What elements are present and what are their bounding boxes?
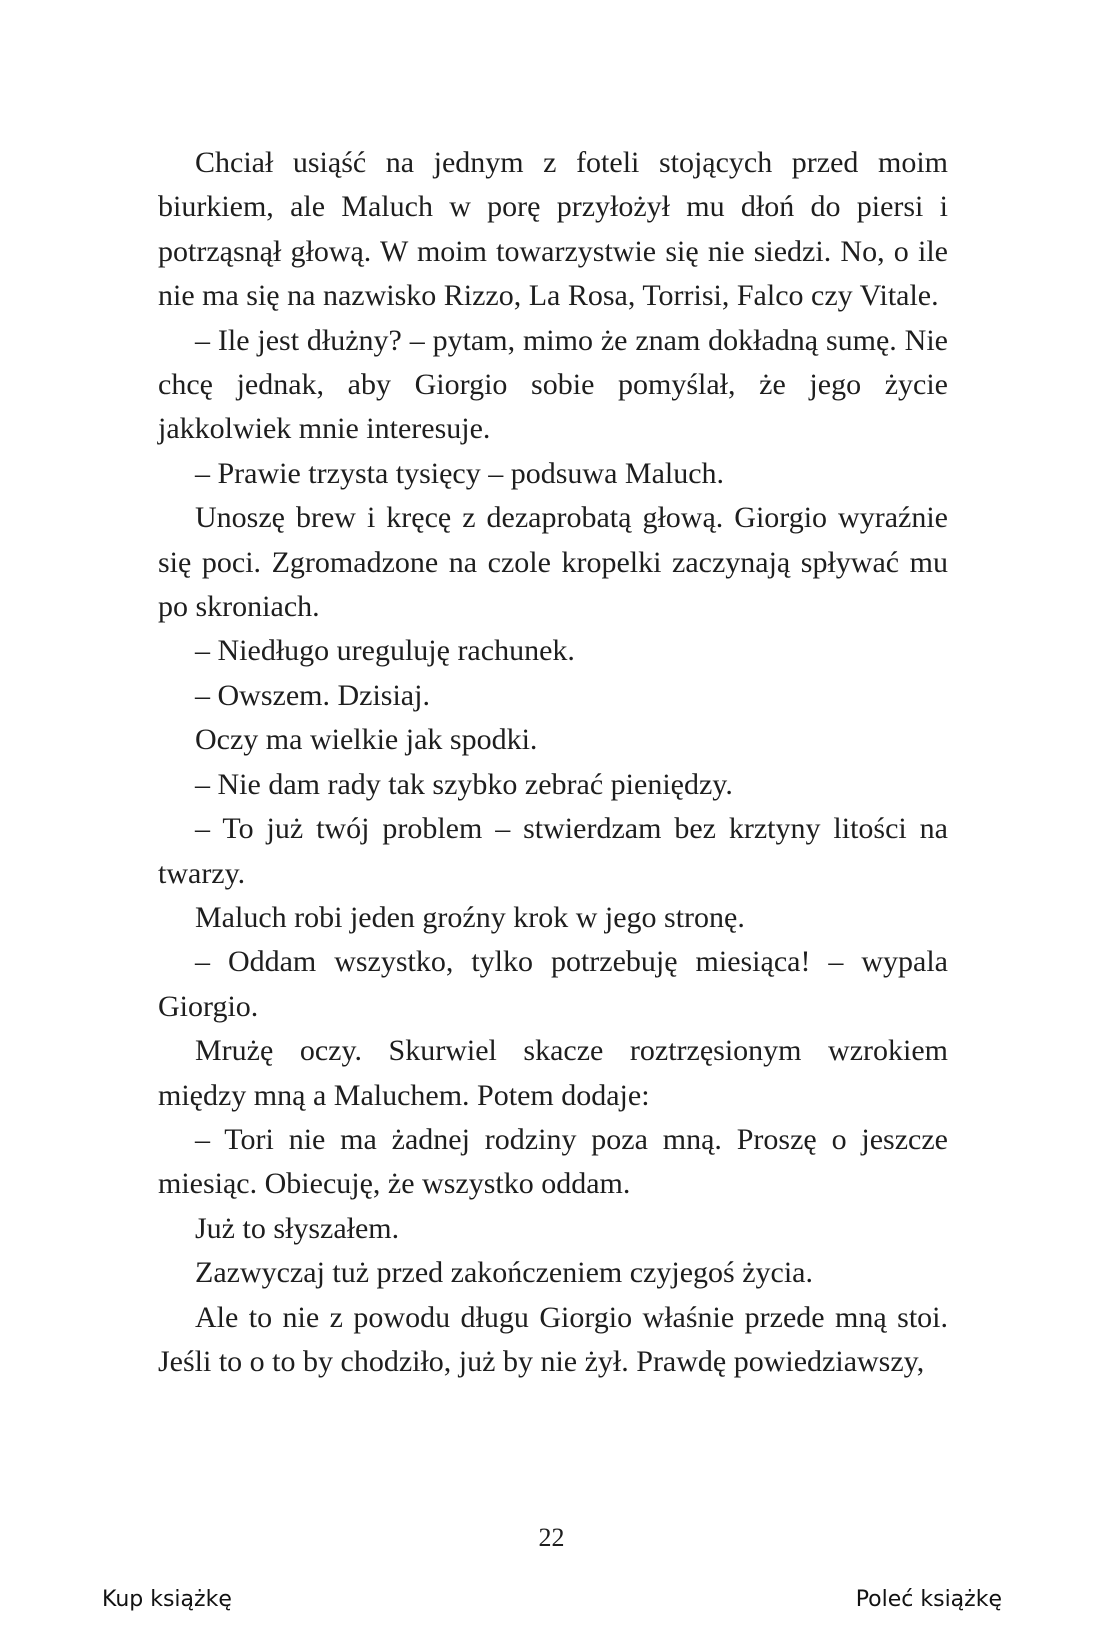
paragraph: Ale to nie z powodu długu Giorgio właśnie przede mną stoi. Jeśli to o to by chodziło, już by nie żył. Prawdę powiedziawszy, [158, 1300, 948, 1378]
page-text [158, 141, 948, 1384]
paragraph: Oczy ma wielkie jak spodki. [195, 723, 538, 757]
paragraph: – Tori nie ma żadnej rodziny poza mną. Proszę o jeszcze miesiąc. Obiecuję, że wszystko oddam. [158, 1122, 948, 1201]
paragraph: – Owszem. Dzisiaj. [195, 678, 430, 712]
buy-book-link[interactable]: Kup książkę [102, 1587, 232, 1612]
paragraph: – Oddam wszystko, tylko potrzebuję miesiąca! – wypala Giorgio. [158, 945, 948, 1023]
paragraph: Mrużę oczy. Skurwiel skacze roztrzęsionym wzrokiem między mną a Maluchem. Potem dodaje: [158, 1034, 948, 1112]
paragraph: Maluch robi jeden groźny krok w jego stronę. [195, 900, 745, 934]
recommend-book-link[interactable]: Poleć książkę [855, 1587, 1002, 1612]
paragraph: – To już twój problem – stwierdzam bez krztyny litości na twarzy. [158, 812, 948, 890]
paragraph: – Niedługo ureguluję rachunek. [195, 634, 575, 668]
paragraph: Już to słyszałem. [195, 1211, 400, 1245]
paragraph: – Prawie trzysta tysięcy – podsuwa Maluch. [195, 456, 725, 490]
paragraph: Chciał usiąść na jednym z foteli stojących przed moim biurkiem, ale Maluch w porę przyłożył mu dłoń do piersi i potrząsnął głową. W moim towarzystwie się nie siedzi. No, o ile nie ma się na nazwisko Rizzo, La Rosa, Torrisi, Falco czy Vitale. [158, 146, 948, 313]
paragraph: – Nie dam rady tak szybko zebrać pieniędzy. [195, 767, 733, 801]
paragraph: – Ile jest dłużny? – pytam, mimo że znam dokładną sumę. Nie chcę jednak, aby Giorgio sobie pomyślał, że jego życie jakkolwiek mnie interesuje. [158, 323, 948, 446]
paragraph: Unoszę brew i kręcę z dezaprobatą głową. Giorgio wyraźnie się poci. Zgromadzone na czole kropelki zaczynają spływać mu po skroniach. [158, 501, 948, 624]
page-number: 22 [538, 1523, 565, 1552]
paragraph: Zazwyczaj tuż przed zakończeniem czyjegoś życia. [195, 1256, 813, 1290]
